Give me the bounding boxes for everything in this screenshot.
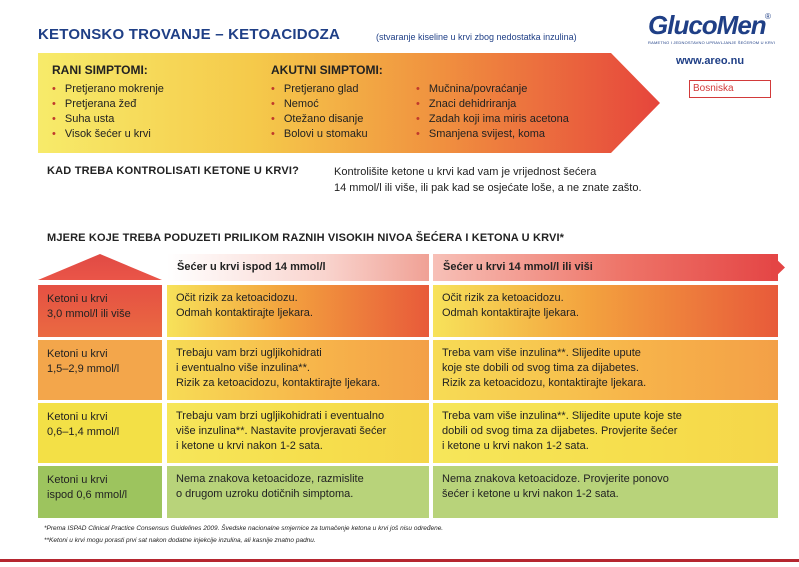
acute-symptoms-list-1 [271, 82, 368, 142]
advice-line: Nema znakova ketoacidoze. Provjerite ponovo [442, 473, 669, 485]
advice-line: Očit rizik za ketoacidozu. [442, 292, 564, 304]
rising-level-triangle [38, 254, 162, 280]
glucomen-logo [648, 10, 778, 50]
footnote-2: **Ketoni u krvi mogu porasti prvi sat nakon dodatne injekcije inzulina, ali kasnije znatno padnu. [44, 537, 316, 544]
advice-line: o drugom uzroku dotičnih simptoma. [176, 488, 354, 500]
answer-line: 14 mmol/l ili više, ili pak kad se osjećate loše, a ne znate zašto. [334, 181, 642, 194]
label-line: 3,0 mmol/l ili više [47, 308, 131, 320]
advice-cell [167, 340, 429, 400]
advice-line: dobili od svog tima za dijabetes. Provjerite šećer [442, 425, 678, 437]
column-header-arrow-tip [771, 254, 785, 281]
advice-line: Rizik za ketoacidozu, kontaktirajte ljekara. [176, 377, 381, 389]
label-line: 1,5–2,9 mmol/l [47, 363, 120, 375]
symptoms-arrow [38, 53, 660, 153]
measures-heading: MJERE KOJE TREBA PODUZETI PRILIKOM RAZNIH VISOKIH NIVOA ŠEĆERA I KETONA U KRVI* [47, 232, 565, 244]
advice-cell [167, 285, 429, 337]
advice-cell [433, 403, 778, 463]
label-line: Ketoni u krvi [47, 348, 108, 360]
advice-line: Nema znakova ketoacidoze, razmislite [176, 473, 364, 485]
logo-wordmark: GlucoMen [648, 10, 766, 40]
advice-line: šećer i ketone u krvi nakon 1-2 sata. [442, 488, 619, 500]
label-line: ispod 0,6 mmol/l [47, 489, 128, 501]
footnote-1: *Prema ISPAD Clinical Practice Consensus Guidelines 2009. Švedske nacionalne smjernice za tumačenje ketona u krvi još nisu određene. [44, 525, 444, 532]
advice-line: Odmah kontaktirajte ljekara. [176, 307, 313, 319]
list-item: • Smanjena svijest, koma [416, 127, 569, 142]
logo-tagline: RAMETNO I JEDNOSTAVNO UPRAVLJANJE ŠEĆEROM U KRVI [648, 40, 776, 45]
advice-line: i ketone u krvi nakon 1-2 sata. [442, 440, 589, 452]
advice-line: više inzulina**. Nastavite provjeravati šećer [176, 425, 387, 437]
list-item: • Zadah koji ima miris acetona [416, 112, 569, 127]
advice-line: Trebaju vam brzi ugljikohidrati [176, 347, 322, 359]
advice-line: Treba vam više inzulina**. Slijedite upute [442, 347, 641, 359]
advice-line: Odmah kontaktirajte ljekara. [442, 307, 579, 319]
early-symptoms-heading: RANI SIMPTOMI: [52, 63, 148, 77]
list-item: • Pretjerano mokrenje [52, 82, 164, 97]
advice-line: Očit rizik za ketoacidozu. [176, 292, 298, 304]
answer-line: Kontrolišite ketone u krvi kad vam je vrijednost šećera [334, 166, 597, 178]
list-item: • Suha usta [52, 112, 164, 127]
ketone-level-label [38, 403, 162, 463]
advice-line: i ketone u krvi nakon 1-2 sata. [176, 440, 323, 452]
label-line: Ketoni u krvi [47, 474, 108, 486]
advice-cell [433, 466, 778, 518]
list-item: • Nemoć [271, 97, 368, 112]
advice-cell [433, 340, 778, 400]
list-item: • Visok šećer u krvi [52, 127, 164, 142]
when-to-check-answer [334, 165, 642, 196]
logo-registered-mark: ® [765, 12, 771, 21]
list-item: • Otežano disanje [271, 112, 368, 127]
website-link[interactable]: www.areo.nu [676, 55, 745, 67]
label-line: 0,6–1,4 mmol/l [47, 426, 120, 438]
acute-symptoms-heading: AKUTNI SIMPTOMI: [271, 63, 383, 77]
column-header-14-or-more: Šećer u krvi 14 mmol/l ili viši [433, 254, 778, 281]
advice-cell [433, 285, 778, 337]
list-item: • Bolovi u stomaku [271, 127, 368, 142]
language-label: Bosniska [689, 80, 771, 98]
advice-cell [167, 466, 429, 518]
column-header-below-14: Šećer u krvi ispod 14 mmol/l [167, 254, 429, 281]
ketone-level-label [38, 466, 162, 518]
label-line: Ketoni u krvi [47, 411, 108, 423]
advice-cell [167, 403, 429, 463]
page-title: KETONSKO TROVANJE – KETOACIDOZA [38, 26, 341, 43]
ketone-level-label [38, 285, 162, 337]
label-line: Ketoni u krvi [47, 293, 108, 305]
advice-line: Trebaju vam brzi ugljikohidrati i eventualno [176, 410, 385, 422]
list-item: • Pretjerano glad [271, 82, 368, 97]
advice-line: koje ste dobili od svog tima za dijabetes. [442, 362, 639, 374]
list-item: • Mučnina/povraćanje [416, 82, 569, 97]
list-item: • Pretjerana žeđ [52, 97, 164, 112]
advice-line: Treba vam više inzulina**. Slijedite upute koje ste [442, 410, 682, 422]
ketone-level-label [38, 340, 162, 400]
advice-line: i eventualno više inzulina**. [176, 362, 310, 374]
advice-line: Rizik za ketoacidozu, kontaktirajte ljekara. [442, 377, 647, 389]
early-symptoms-list [52, 82, 164, 142]
bottom-divider [0, 559, 799, 562]
page-subtitle: (stvaranje kiseline u krvi zbog nedostatka inzulina) [376, 32, 577, 42]
when-to-check-question: KAD TREBA KONTROLISATI KETONE U KRVI? [47, 165, 300, 177]
list-item: • Znaci dehidriranja [416, 97, 569, 112]
acute-symptoms-list-2 [416, 82, 569, 142]
